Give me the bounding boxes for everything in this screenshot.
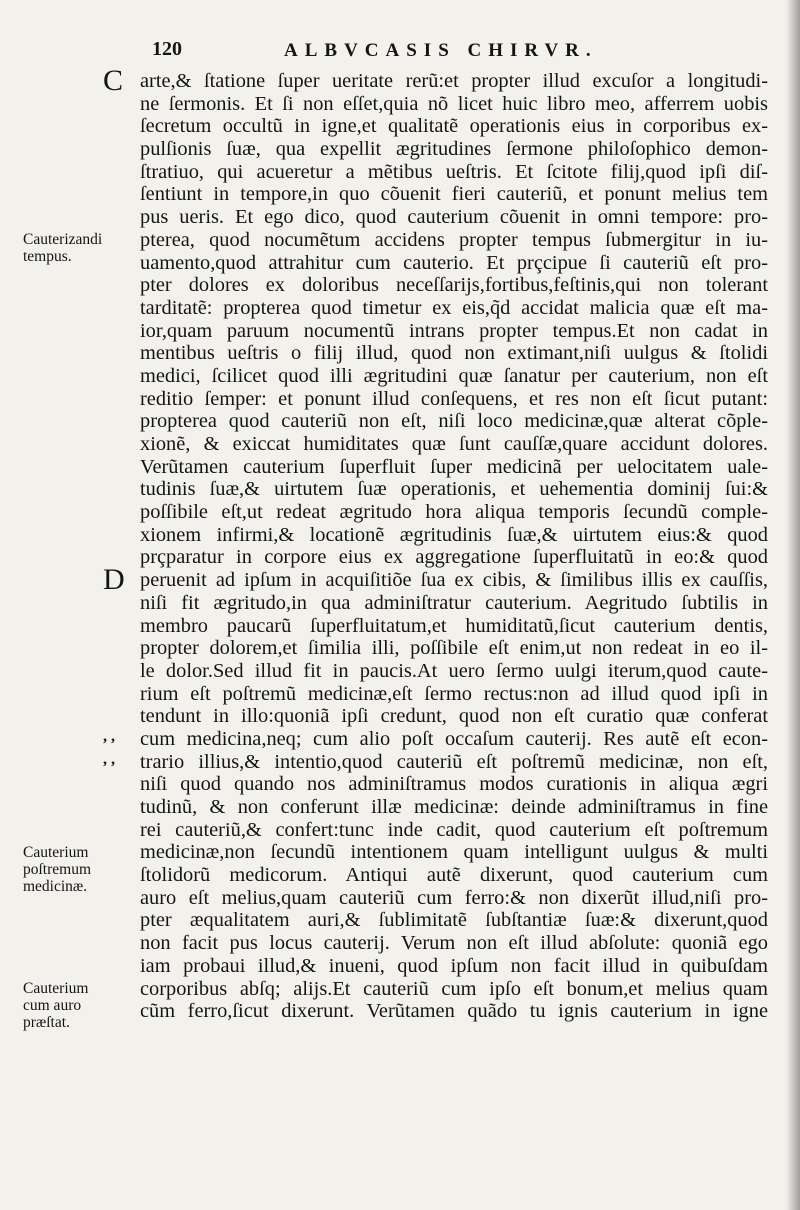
text-line: cũm ferro,ſicut dixerunt. Verũtamen quãdo tu ignis cauterium in igne [140,1000,768,1023]
text-line: iam probaui illud,& inueni, quod ipſum non facit illud in quibuſdam [140,954,768,977]
text-line: non facit pus locus cauterij. Verum non eſt illud abſolute: quoniã ego [140,932,768,955]
text-line: rei cauteriũ,& confert:tunc inde cadit, quod cauterium eſt poſtremum [140,818,768,841]
text-line: peruenit ad ipſum in acquiſitiõe ſua ex cibis, & ſimilibus illis ex cauſſis, [140,569,768,592]
margin-note-line: poſtremum [23,860,92,878]
body-text [140,70,768,1023]
text-line: niſi fit ægritudo,in qua adminiſtratur cauterium. Aegritudo ſubtilis in [140,591,768,614]
text-line: membro paucarũ ſuperfluitatum,et humiditatũ,ſicut cauterium dentis, [140,614,768,637]
text-line: auro eſt melius,quam cauteriũ cum ferro:& non dixerũt illud,niſi pro- [140,886,768,909]
text-line: pulſionis ſuæ, qua expellit ægritudines ſermone philoſophico demon- [140,138,768,161]
text-line: ne ſermonis. Et ſi non eſſet,quia nõ licet huic libro meo, afferrem uobis [140,92,768,115]
text-line: trario illius,& intentio,quod cauteriũ eſt poſtremũ medicinæ, non eſt, [140,750,768,773]
text-line: medicinæ,non ſecundũ intentionem quam intelligunt uulgus & multi [140,841,768,864]
quote-mark: , , [103,751,115,768]
page-number: 120 [152,38,182,60]
margin-note-line: cum auro [23,997,82,1014]
text-line: ſecretum occultũ in igne,et qualitatẽ operationis eius in corporibus ex- [140,115,768,138]
text-line: mentibus ueſtris o filij illud, quod non extimant,niſi uulgus & ſtolidi [140,342,768,365]
text-line: tudinũ, & non conferunt illæ medicinæ: deinde adminiſtramus in fine [140,796,768,818]
page-header [152,38,782,68]
text-line: ſtolidorũ medicorum. Antiqui autẽ dixerunt, quod cauterium cum [140,864,768,887]
text-line: xionem infirmi,& locationẽ ægritudinis ſuæ,& uirtutem eius:& quod [140,523,768,546]
text-line: ſentiunt in tempore,in quo cõuenit fieri cauteriũ, et ponunt melius tem [140,183,768,206]
running-title: ALBVCASIS CHIRVR. [284,40,598,61]
text-line: tarditatẽ: propterea quod timetur ex eis,q̃d accidat malicia quæ eſt ma- [140,296,768,319]
text-line: uamento,quod attrahitur cum cauterio. Et prçcipue ſi cauteriũ eſt pro- [140,251,768,274]
text-line: tendunt in illo:quoniã ipſi credunt, quod non eſt curatio quæ conferat [140,705,768,728]
text-line: rium eſt poſtremũ medicinæ,eſt ſermo rectus:non ad illud quod ipſi in [140,682,768,705]
margin-note-line: Cauterizandi [23,230,103,248]
text-line: niſi quod quando nos adminiſtramus modos curationis in aliqua ægri [140,773,768,796]
text-line: medici, ſcilicet quod illi ægritudini quæ ſanatur per cauterium, non eſt [140,364,768,387]
text-line: propter dolorem,et ſimilia illi, poſſibile eſt enim,ut non redeat in eo il- [140,637,768,660]
text-line: Verũtamen cauterium ſuperfluit ſuper medicinã per uelocitatem uale- [140,455,768,478]
text-line: reditio ſemper: et ponunt illud conſequens, et res non eſt ſicut putant: [140,387,768,410]
text-line: le dolor.Sed illud fit in paucis.At uero ſermo uulgi iterum,quod caute- [140,659,768,682]
text-line: pterea, quod nocumẽtum accidens propter tempus ſubmergitur in iu- [140,228,768,251]
page-edge-shadow [786,0,800,1210]
drop-initial: C [103,64,124,97]
quote-mark: , , [103,728,115,746]
text-line: prçparatur in corpore eius ex aggregatione ſuperfluitatũ in eo:& quod [140,546,768,569]
text-line: cum medicina,neq; cum alio poſt occaſum cauterij. Res autẽ eſt econ- [140,727,768,750]
text-line: corporibus abſq; alijs.Et cauteriũ cum ipſo eſt bonum,et melius quam [140,977,768,1000]
text-line: xionẽ, & exiccat humiditates quæ ſunt cauſſæ,quare accidunt dolores. [140,433,768,455]
text-line: ſtratiuo, qui acueretur a mẽtibus ueſtris. Et ſcitote filij,quod ipſi diſ- [140,160,768,183]
text-line: pter dolores ex doloribus neceſſarijs,fortibus,feſtinis,qui non tolerant [140,274,768,297]
drop-initial: D [103,563,125,597]
margin-note [23,980,133,1031]
text-line: propterea quod cauteriũ non eſt, niſi loco medicinæ,quæ alterat cõple- [140,410,768,433]
margin-note-line: Cauterium [23,980,89,997]
margin-note-line: Cauterium [23,843,89,861]
text-line: pus ueris. Et ego dico, quod cauterium cõuenit in omni tempore: pro- [140,206,768,229]
text-line: ior,quam paruum nocumentũ intrans propter tempus.Et non cadat in [140,319,768,342]
margin-note-line: medicinæ. [23,877,88,895]
margin-note-line: tempus. [23,247,72,265]
text-line: tudinis ſuæ,& uirtutem ſuæ operationis, et uehementia dominij ſui:& [140,478,768,501]
margin-note [23,231,133,265]
margin-note-line: præſtat. [23,1014,70,1031]
text-line: poſſibile eſt,ut redeat ægritudo hora aliqua temporis ſecundũ comple- [140,501,768,524]
text-line: arte,& ſtatione ſuper ueritate rerũ:et propter illud excuſor a longitudi- [140,70,768,92]
text-line: pter æqualitatem auri,& ſublimitatẽ ſubſtantiæ ſuæ:& dixerunt,quod [140,909,768,932]
margin-note [23,844,133,895]
